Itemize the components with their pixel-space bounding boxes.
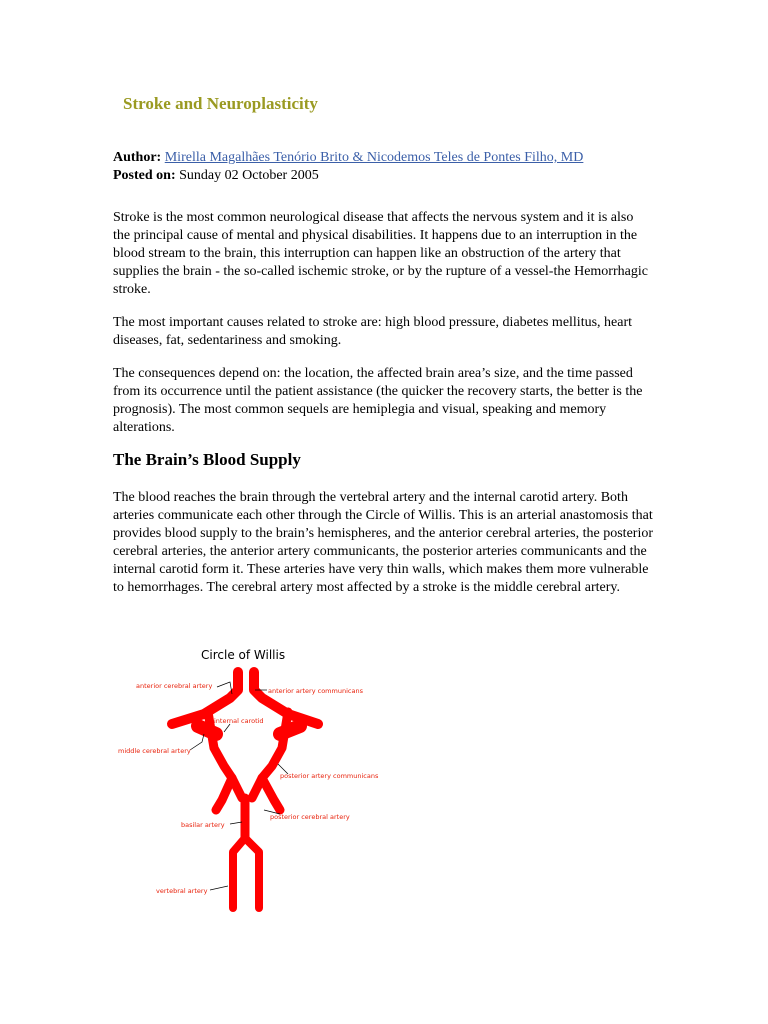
leader-internal-carotid	[224, 724, 230, 732]
diagram-title: Circle of Willis	[201, 648, 286, 662]
paragraph-text: The most important causes related to stroke are: high blood pressure, diabetes mellitus, heart diseases, fat, sedentariness and smoking.	[113, 315, 633, 348]
label-basilar: basilar artery	[181, 821, 225, 829]
posted-date: Sunday 02 October 2005	[179, 168, 319, 183]
circle-of-willis-svg	[112, 638, 412, 918]
circle-of-willis-diagram	[112, 638, 412, 918]
left-posterior-cerebral-artery	[216, 778, 232, 810]
paragraph-text: The consequences depend on: the location, the affected brain area’s size, and the time passed from its occurrence until the patient assistance (the quicker the recovery starts, the better is the prognosis). The most common sequels are hemiplegia and visual, speaking and memory alterations.	[113, 366, 643, 435]
left-vertebral-artery	[233, 838, 245, 908]
paragraph-text: Stroke is the most common neurological disease that affects the nervous system and it is also the principal cause of mental and physical disabilities. It happens due to an interruption in the blood stream to the brain, this interruption can happen like an obstruction of the artery that supplies the brain - the so-called ischemic stroke, or by the rupture of a vessel-the Hemorrhagic stroke.	[113, 210, 648, 297]
posted-line	[113, 167, 583, 185]
label-vertebral: vertebral artery	[156, 887, 208, 895]
author-link[interactable]: Mirella Magalhães Tenório Brito & Nicodemos Teles de Pontes Filho, MD	[164, 150, 584, 165]
paragraph-stroke-causes	[113, 314, 653, 350]
label-posterior-cerebral: posterior cerebral artery	[270, 813, 350, 821]
label-internal-carotid: internal carotid	[214, 717, 264, 725]
paragraph-blood-supply	[113, 489, 653, 597]
leader-vertebral	[210, 886, 228, 890]
label-middle-cerebral: middle cerebral artery	[118, 747, 191, 755]
section-heading: The Brain’s Blood Supply	[113, 450, 301, 469]
posted-label: Posted on:	[113, 168, 176, 183]
arteries	[172, 672, 318, 908]
right-posterior-cerebral-artery	[262, 778, 280, 810]
label-anterior-cerebral: anterior cerebral artery	[136, 682, 213, 690]
article-meta	[113, 149, 583, 185]
paragraph-stroke-definition	[113, 209, 653, 299]
left-internal-carotid	[198, 726, 216, 734]
article-title: Stroke and Neuroplasticity	[123, 94, 318, 113]
label-posterior-communicans: posterior artery communicans	[280, 772, 379, 780]
right-vertebral-artery	[245, 838, 259, 908]
author-line	[113, 149, 583, 167]
paragraph-stroke-consequences	[113, 365, 653, 437]
leader-middle-cerebral	[190, 734, 204, 750]
paragraph-text: The blood reaches the brain through the vertebral artery and the internal carotid artery. Both arteries communicate each other through the Circle of Willis. This is an arterial anastomosis that provides blood supply to the brain’s hemispheres, and the anterior cerebral arteries, the posterior cerebral arteries, the anterior artery communicants, the posterior arteries communicants and the internal carotid form it. These arteries have very thin walls, which makes them more vulnerable to hemorrhages. The cerebral artery most affected by a stroke is the middle cerebral artery.	[113, 490, 653, 595]
leader-basilar	[230, 822, 242, 824]
author-label: Author:	[113, 150, 162, 165]
label-anterior-communicans: anterior artery communicans	[268, 687, 363, 695]
right-internal-carotid	[280, 726, 300, 734]
